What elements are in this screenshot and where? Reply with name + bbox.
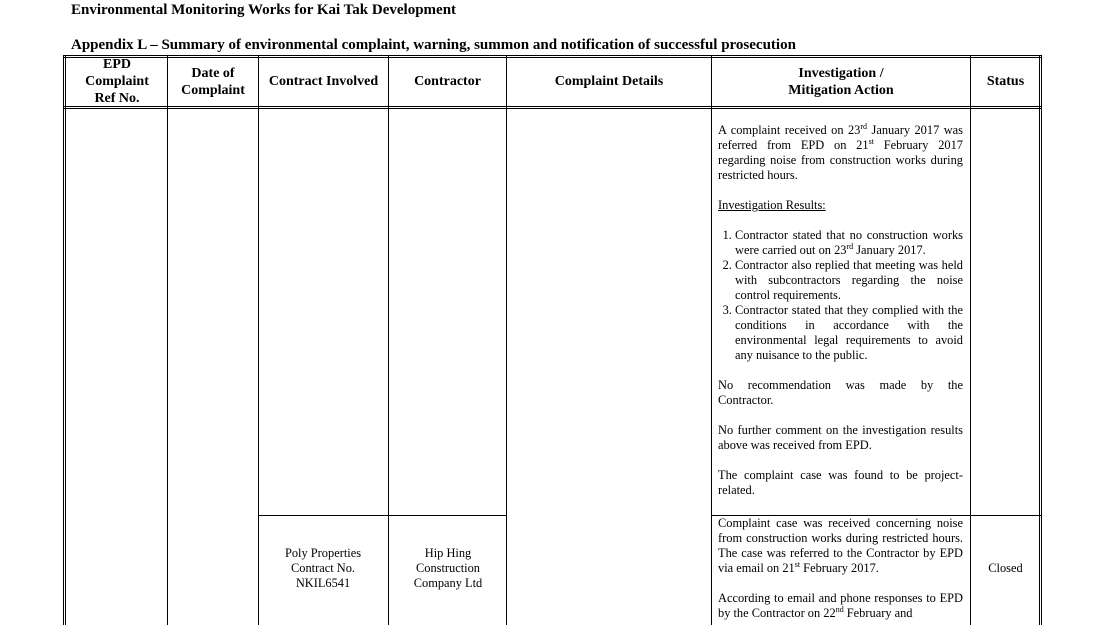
header-investigation	[713, 55, 969, 108]
col-divider-2	[258, 55, 259, 625]
header-investigation-line1: Investigation /	[798, 65, 884, 81]
table-left-border-inner	[65, 55, 66, 625]
list-item: 2. Contractor also replied that meeting was held with subcontractors regarding the noise control requirements.	[735, 258, 963, 303]
header-complaint-details: Complaint Details	[554, 74, 664, 89]
table-left-border	[63, 55, 64, 625]
col-divider-6	[970, 55, 971, 625]
appendix-title: Appendix L – Summary of environmental complaint, warning, summon and notification of successful prosecution	[71, 37, 796, 53]
col-divider-4	[506, 55, 507, 625]
row2-contractor: Hip Hing Construction Company Ltd	[413, 546, 483, 590]
row1-recommendation: No recommendation was made by the Contractor.	[718, 378, 963, 407]
header-date: Date of Complaint	[181, 65, 245, 98]
header-ref-no: EPD Complaint Ref No.	[85, 57, 149, 106]
header-contract: Contract Involved	[268, 74, 379, 89]
table-right-border	[1041, 55, 1042, 625]
col-divider-3	[388, 55, 389, 625]
row2-text1: Complaint case was received concerning noise from construction works during restricted hours. The case was referred to the Contractor by EPD via email on 21st February 2017.	[718, 516, 963, 575]
row1-results-heading: Investigation Results:	[718, 198, 826, 212]
table-right-border-inner	[1039, 55, 1040, 625]
document-title: Environmental Monitoring Works for Kai Tak Development	[71, 2, 457, 18]
row1-comment: No further comment on the investigation results above was received from EPD.	[718, 423, 963, 452]
row2-contract: Poly Properties Contract No. NKIL6541	[284, 546, 362, 590]
row1-conclusion: The complaint case was found to be project-related.	[718, 468, 963, 497]
row1-investigation-cell	[718, 123, 963, 513]
header-investigation-line2: Mitigation Action	[788, 82, 894, 98]
header-status: Status	[986, 74, 1025, 89]
row2-text2: According to email and phone responses to EPD by the Contractor on 22nd February and	[718, 591, 963, 620]
row2-investigation-cell	[718, 516, 963, 636]
col-divider-5	[711, 55, 712, 625]
row-separator-left	[258, 515, 506, 516]
complaint-summary-table	[63, 55, 1042, 625]
row1-results-list	[718, 228, 963, 363]
list-item: 3. Contractor stated that they complied with the conditions in accordance with the environmental legal requirements to avoid any nuisance to the public.	[735, 303, 963, 363]
col-divider-1	[167, 55, 168, 625]
row2-status: Closed	[988, 561, 1023, 575]
header-contractor: Contractor	[414, 74, 481, 89]
list-item: 1. Contractor stated that no construction works were carried out on 23rd January 2017.	[735, 228, 963, 258]
header-bottom-border-inner	[63, 108, 1042, 109]
row1-intro: A complaint received on 23rd January 2017 was referred from EPD on 21st February 2017 regarding noise from construction works during restricted hours.	[718, 122, 963, 182]
